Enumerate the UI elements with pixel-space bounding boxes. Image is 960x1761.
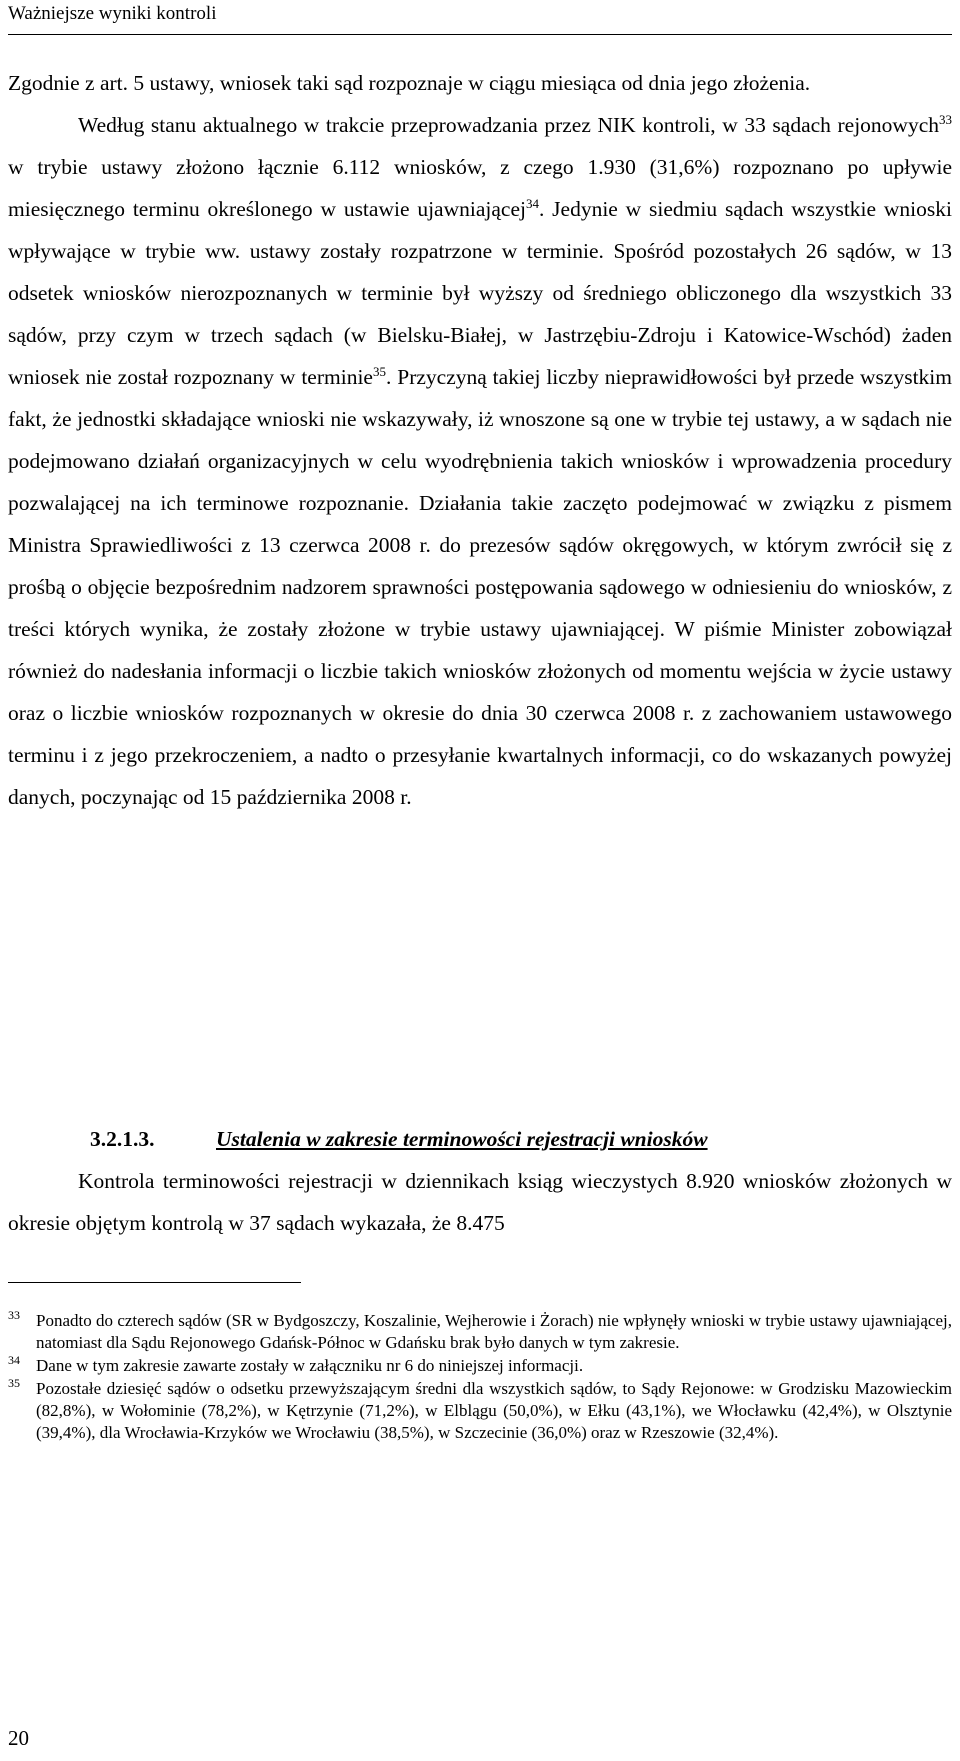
header-divider [8, 34, 952, 35]
footnote-33 [8, 1310, 952, 1354]
paragraph-2 [8, 104, 952, 818]
running-header: Ważniejsze wyniki kontroli [8, 3, 217, 24]
section-heading [90, 1118, 952, 1160]
section-paragraph-1: Kontrola terminowości rejestracji w dziennikach ksiąg wieczystych 8.920 wniosków złożonych w okresie objętym kontrolą w 37 sądach wykazała, że 8.475 [8, 1169, 952, 1235]
footnote-35 [8, 1378, 952, 1444]
footnote-34 [8, 1355, 952, 1377]
footnote-ref-34: 34 [525, 195, 539, 211]
paragraph-2-part-d: . Przyczyną takiej liczby nieprawidłowości był przede wszystkim fakt, że jednostki składające wnioski nie wskazywały, iż wnoszone są one w trybie tej ustawy, a w sądach nie podejmowano działań organizacyjnych w celu wyodrębnienia takich wniosków i wprowadzenia procedury pozwalającej na ich terminowe rozpoznanie. Działania takie zaczęto podejmować w związku z pismem Ministra Sprawiedliwości z 13 czerwca 2008 r. do prezesów sądów okręgowych, w którym zwrócił się z prośbą o objęcie bezpośrednim nadzorem sprawności postępowania sądowego w odniesieniu do wniosków, z treści których wynika, że zostały złożone w trybie ustawy ujawniającej. W piśmie Minister zobowiązał również do nadesłania informacji o liczbie takich wniosków złożonych od momentu wejścia w życie ustawy oraz o liczbie wniosków rozpoznanych w okresie do dnia 30 czerwca 2008 r. z zachowaniem ustawowego terminu i z jego przekroczeniem, a nadto o przesyłanie kwartalnych informacji, co do wskazanych powyżej danych, poczynając od 15 października 2008 r. [8, 365, 952, 809]
footnote-divider [8, 1282, 301, 1283]
section-title: Ustalenia w zakresie terminowości rejestracji wniosków [216, 1127, 708, 1151]
section-number: 3.2.1.3. [90, 1127, 155, 1151]
footnote-number: 34 [8, 1353, 20, 1367]
page-number: 20 [8, 1726, 29, 1750]
footnotes [8, 1310, 952, 1445]
footnote-text: Dane w tym zakresie zawarte zostały w załączniku nr 6 do niniejszej informacji. [36, 1356, 584, 1375]
paragraph-2-part-b: w trybie ustawy złożono łącznie 6.112 wniosków, z czego 1.930 (31,6%) rozpoznano po upływie miesięcznego terminu określonego w ustawie ujawniającej [8, 155, 952, 221]
paragraph-2-part-c: . Jedynie w siedmiu sądach wszystkie wnioski wpływające w trybie ww. ustawy zostały rozpatrzone w terminie. Spośród pozostałych 26 sądów, w 13 odsetek wniosków nierozpoznanych w terminie był wyższy od średniego obliczonego dla wszystkich 33 sądów, przy czym w trzech sądach (w Bielsku-Białej, w Jastrzębiu-Zdroju i Katowice-Wschód) żaden wniosek nie został rozpoznany w terminie [8, 197, 952, 389]
footnote-number: 35 [8, 1376, 20, 1390]
footnote-ref-35: 35 [372, 363, 386, 379]
paragraph-2-part-a: Według stanu aktualnego w trakcie przeprowadzania przez NIK kontroli, w 33 sądach rejonowych [78, 113, 939, 137]
footnote-text: Ponadto do czterech sądów (SR w Bydgoszczy, Koszalinie, Wejherowie i Żorach) nie wpłynęły wnioski w trybie ustawy ujawniającej, natomiast dla Sądu Rejonowego Gdańsk-Północ w Gdańsku brak było danych w tym zakresie. [36, 1311, 952, 1352]
section-body [8, 1160, 952, 1244]
footnote-ref-33: 33 [939, 111, 952, 127]
footnote-text: Pozostałe dziesięć sądów o odsetku przewyższającym średni dla wszystkich sądów, to Sądy Rejonowe: w Grodzisku Mazowieckim (82,8%), w Wołominie (78,2%), w Kętrzynie (71,2%), w Elblągu (50,0%), w Ełku (43,1%), we Włocławku (42,4%), w Olsztynie (39,4%), dla Wrocławia-Krzyków we Wrocławiu (38,5%), w Szczecinie (36,0%) oraz w Rzeszowie (32,4%). [36, 1379, 952, 1442]
main-body [8, 62, 952, 818]
paragraph-1: Zgodnie z art. 5 ustawy, wniosek taki sąd rozpoznaje w ciągu miesiąca od dnia jego złożenia. [8, 71, 811, 95]
footnote-number: 33 [8, 1308, 20, 1322]
